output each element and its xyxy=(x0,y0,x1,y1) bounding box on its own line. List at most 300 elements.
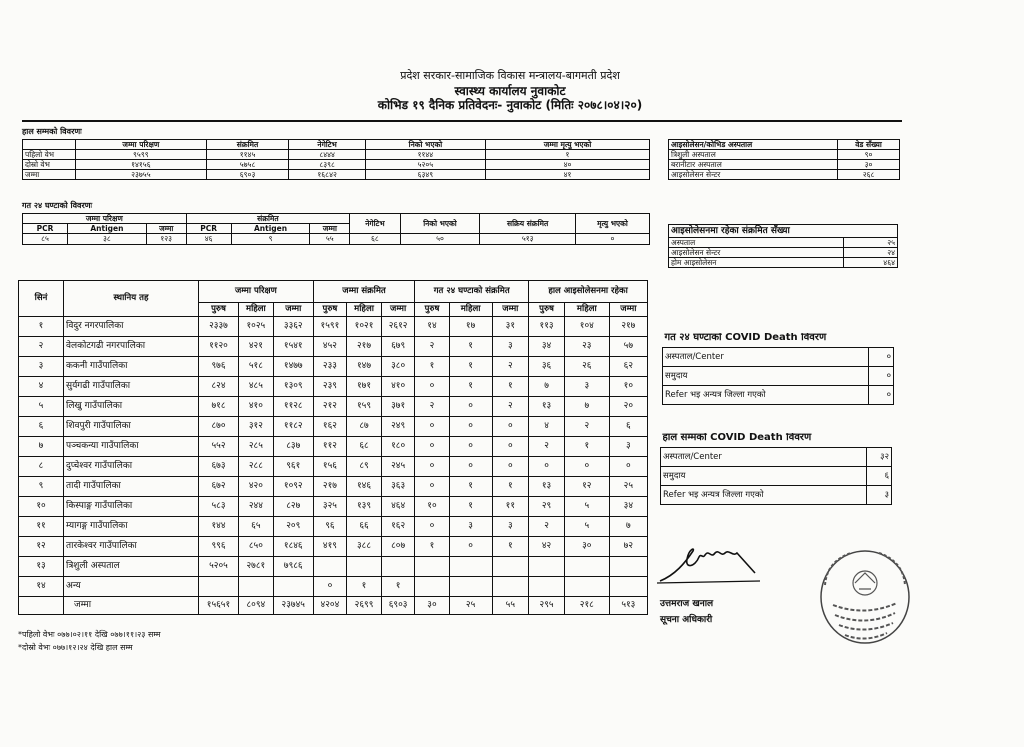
table-row xyxy=(663,367,894,386)
sub-total: जम्मा xyxy=(273,303,313,317)
cell: ७२ xyxy=(609,537,647,557)
cell xyxy=(19,597,64,615)
cell: २१२ xyxy=(313,397,346,417)
last24-header: Antigen xyxy=(68,224,147,234)
cumulative-header: नेगेटिभ xyxy=(289,140,365,150)
cell: ० xyxy=(415,417,449,437)
cell: ६३४९ xyxy=(365,170,485,180)
cell: ५१३ xyxy=(609,597,647,615)
cell: २३३७ xyxy=(199,317,239,337)
cell: १ xyxy=(485,150,649,160)
cell: ५७ xyxy=(609,337,647,357)
cell: ५५ xyxy=(492,597,529,615)
cell: ३१ xyxy=(492,317,529,337)
cell: १० xyxy=(609,377,647,397)
cell: ८७० xyxy=(199,417,239,437)
cell: २०९ xyxy=(273,517,313,537)
cell: ६८ xyxy=(350,234,400,245)
local-level-name: विदुर नगरपालिका xyxy=(64,317,199,337)
cell xyxy=(492,557,529,577)
cell: १४४ xyxy=(199,517,239,537)
header-ministry: प्रदेश सरकार-सामाजिक विकास मन्त्रालय-बागमती प्रदेश xyxy=(400,69,620,82)
cell: ९७६ xyxy=(199,357,239,377)
signer-block xyxy=(660,596,713,628)
cell: ० xyxy=(449,417,492,437)
cell: समुदाय xyxy=(661,467,867,486)
cell: २६९९ xyxy=(347,597,382,615)
cell: ६८ xyxy=(347,437,382,457)
table-row xyxy=(23,160,650,170)
table-row xyxy=(19,317,648,337)
cell: १५६ xyxy=(313,457,346,477)
death-total-title: हाल सम्मको COVID Death विवरण xyxy=(662,433,812,443)
table-row xyxy=(19,377,648,397)
table-row xyxy=(23,234,650,245)
cell: १ xyxy=(381,577,414,597)
cell: १५४१ xyxy=(273,337,313,357)
table-row xyxy=(669,150,900,160)
cell: ५५२ xyxy=(199,437,239,457)
cell: १४१५६ xyxy=(76,160,207,170)
table-row xyxy=(19,397,648,417)
cell: २१७ xyxy=(609,317,647,337)
cell: ० xyxy=(492,437,529,457)
cell: २६८ xyxy=(838,170,900,180)
cell xyxy=(273,577,313,597)
cell: ७१८ xyxy=(199,397,239,417)
cell: ५ xyxy=(564,497,609,517)
cell xyxy=(347,557,382,577)
last24-header: Antigen xyxy=(231,224,310,234)
local-level-name: सुर्यगढी गाउँपालिका xyxy=(64,377,199,397)
cell: १४७७ xyxy=(273,357,313,377)
signer-title: सूचना अधिकारी xyxy=(660,615,713,625)
cell: २ xyxy=(415,337,449,357)
cell: ९९६ xyxy=(199,537,239,557)
cell: ८०९४ xyxy=(238,597,273,615)
cell: ८३९८ xyxy=(289,160,365,170)
cell: १ xyxy=(347,577,382,597)
cell: ० xyxy=(449,537,492,557)
cell: ३४ xyxy=(609,497,647,517)
cell: ३ xyxy=(492,517,529,537)
cell: Refer भइ अन्यत्र जिल्ला गएको xyxy=(663,386,869,405)
cell: २४५ xyxy=(381,457,414,477)
table-row xyxy=(669,160,900,170)
cell: ५२०५ xyxy=(199,557,239,577)
cell: ४२० xyxy=(238,477,273,497)
local-level-name: पञ्चकन्या गाउँपालिका xyxy=(64,437,199,457)
cell: ४६४ xyxy=(381,497,414,517)
cell: ८५ xyxy=(23,234,68,245)
cell: २ xyxy=(529,437,565,457)
cell: ७ xyxy=(529,377,565,397)
cell: ३ xyxy=(492,337,529,357)
header-report-title: कोभिड १९ दैनिक प्रतिवेदनः- नुवाकोट (मितिः २०७८।०४।२०) xyxy=(377,98,643,112)
cell: ५१८ xyxy=(238,357,273,377)
cell: ३२ xyxy=(867,448,892,467)
table-row xyxy=(669,258,898,268)
cell: १८० xyxy=(381,437,414,457)
cell: ३० xyxy=(564,537,609,557)
cell: अस्पताल xyxy=(669,238,844,248)
cell: ७ xyxy=(609,517,647,537)
isolation-title: आइसोलेसनमा रहेका संक्रमित सँख्या xyxy=(669,225,898,238)
sub-female: महिला xyxy=(347,303,382,317)
table-row xyxy=(663,348,894,367)
cell: १ xyxy=(564,437,609,457)
cell: ५२०५ xyxy=(365,160,485,170)
cell: अस्पताल/Center xyxy=(661,448,867,467)
cell: ११४४ xyxy=(365,150,485,160)
cell: ११३ xyxy=(529,317,565,337)
table-row xyxy=(669,248,898,258)
cell: २६ xyxy=(564,357,609,377)
row-number: ५ xyxy=(19,397,64,417)
footnote-second-wave: *दोस्रो वेभः ०७७।१२।२४ देखि हाल सम्म xyxy=(18,643,133,652)
cell: ९६१ xyxy=(273,457,313,477)
cell: ६२ xyxy=(609,357,647,377)
cell: २३९ xyxy=(313,377,346,397)
cell: १७ xyxy=(449,317,492,337)
cell: ० xyxy=(609,457,647,477)
cell: ५ xyxy=(564,517,609,537)
cell: ४२ xyxy=(529,537,565,557)
table-row xyxy=(661,486,892,505)
cell: २९ xyxy=(529,497,565,517)
cell: १ xyxy=(449,337,492,357)
signature xyxy=(655,545,765,585)
cell: ९५९९ xyxy=(76,150,207,160)
col-local-level: स्थानिय तह xyxy=(64,281,199,317)
table-row xyxy=(19,417,648,437)
cell: दोस्रो वेभ xyxy=(23,160,76,170)
row-number: १० xyxy=(19,497,64,517)
table-row xyxy=(23,170,650,180)
cell: ० xyxy=(415,457,449,477)
cell: २९५ xyxy=(529,597,565,615)
office-seal-stamp xyxy=(815,545,915,665)
cell: ० xyxy=(492,457,529,477)
sub-total: जम्मा xyxy=(492,303,529,317)
cell xyxy=(564,557,609,577)
cell: १६८४२ xyxy=(289,170,365,180)
table-row xyxy=(661,467,892,486)
cell: ६७२ xyxy=(199,477,239,497)
cell: ० xyxy=(415,437,449,457)
cell: १ xyxy=(449,477,492,497)
sub-female: महिला xyxy=(238,303,273,317)
cell xyxy=(449,557,492,577)
cell: ३८० xyxy=(381,357,414,377)
footnotes xyxy=(18,628,161,654)
cell: २८५ xyxy=(238,437,273,457)
cell: २१७ xyxy=(347,337,382,357)
cell: १६२ xyxy=(313,417,346,437)
cell: ० xyxy=(313,577,346,597)
sub-male: पुरुष xyxy=(529,303,565,317)
sub-female: महिला xyxy=(564,303,609,317)
cell: अस्पताल/Center xyxy=(663,348,869,367)
cell: ६६ xyxy=(347,517,382,537)
row-number: ११ xyxy=(19,517,64,537)
cell: ० xyxy=(415,517,449,537)
cell: २३७५५ xyxy=(76,170,207,180)
last24-header: निको भएको xyxy=(400,214,480,234)
signer-name: उत्तमराज खनाल xyxy=(660,599,714,609)
cell: ८२४ xyxy=(199,377,239,397)
cell: ० xyxy=(449,457,492,477)
cell: २ xyxy=(529,517,565,537)
row-number: ६ xyxy=(19,417,64,437)
table-row xyxy=(19,357,648,377)
sub-male: पुरुष xyxy=(313,303,346,317)
cell: १ xyxy=(415,537,449,557)
cell: ८२७ xyxy=(273,497,313,517)
cell: ० xyxy=(576,234,650,245)
cell: होम आइसोलेसन xyxy=(669,258,844,268)
cell: समुदाय xyxy=(663,367,869,386)
cell: ६५ xyxy=(238,517,273,537)
cell: २० xyxy=(609,397,647,417)
cell: ४२०४ xyxy=(313,597,346,615)
cell: १४ xyxy=(415,317,449,337)
cell: ५० xyxy=(400,234,480,245)
cell: ४१० xyxy=(381,377,414,397)
row-number: २ xyxy=(19,337,64,357)
cell xyxy=(199,577,239,597)
table-row xyxy=(23,150,650,160)
cell xyxy=(381,557,414,577)
hospital-beds-table xyxy=(668,139,900,180)
cell: ० xyxy=(415,377,449,397)
local-level-name: अन्य xyxy=(64,577,199,597)
cell: ८३७ xyxy=(273,437,313,457)
cell: ९६ xyxy=(313,517,346,537)
cell xyxy=(529,577,565,597)
cell: ६ xyxy=(867,467,892,486)
cell: १७१ xyxy=(347,377,382,397)
cell: १५९ xyxy=(347,397,382,417)
cell: ० xyxy=(869,367,894,386)
cell: जम्मा xyxy=(23,170,76,180)
cell: ३६३ xyxy=(381,477,414,497)
table-row xyxy=(19,577,648,597)
cumulative-header: जम्मा मृत्यु भएको xyxy=(485,140,649,150)
cell xyxy=(609,577,647,597)
header-rule xyxy=(22,120,902,122)
row-number: १४ xyxy=(19,577,64,597)
last24-header: PCR xyxy=(186,224,231,234)
cumulative-header: संक्रमित xyxy=(206,140,289,150)
cell: ० xyxy=(869,386,894,405)
col-sn: सिनं xyxy=(19,281,64,317)
cumulative-label: हाल सम्मको विवरणः xyxy=(22,127,82,136)
cell xyxy=(492,577,529,597)
cell: ७ xyxy=(564,397,609,417)
cell: २१८ xyxy=(564,597,609,615)
cell: ९ xyxy=(231,234,310,245)
local-level-name: दुप्चेश्वर गाउँपालिका xyxy=(64,457,199,477)
cell: ११८२ xyxy=(273,417,313,437)
cell: ११२८ xyxy=(273,397,313,417)
cell: ११२० xyxy=(199,337,239,357)
row-number: ३ xyxy=(19,357,64,377)
cell: ४१० xyxy=(238,397,273,417)
cell: २३ xyxy=(564,337,609,357)
cell: ४० xyxy=(485,160,649,170)
cell: २५ xyxy=(609,477,647,497)
local-level-name: म्यागङ्ग गाउँपालिका xyxy=(64,517,199,537)
cell: ५५ xyxy=(310,234,350,245)
row-number: ४ xyxy=(19,377,64,397)
cell: १३९ xyxy=(347,497,382,517)
cell xyxy=(609,557,647,577)
cell: ८९ xyxy=(347,457,382,477)
row-number: १२ xyxy=(19,537,64,557)
table-row xyxy=(19,537,648,557)
local-level-name: शिवपुरी गाउँपालिका xyxy=(64,417,199,437)
cell: १२ xyxy=(564,477,609,497)
table-row xyxy=(19,437,648,457)
cell: १०२१ xyxy=(347,317,382,337)
cell: ५७५८ xyxy=(206,160,289,170)
cell: ५८३ xyxy=(199,497,239,517)
cell: २ xyxy=(492,357,529,377)
cell: ३२५ xyxy=(313,497,346,517)
cell: १ xyxy=(449,497,492,517)
cell: ३६ xyxy=(529,357,565,377)
cell: ८५० xyxy=(238,537,273,557)
cell: आइसोलेसन सेन्टर xyxy=(669,170,838,180)
last24-header: नेगेटिभ xyxy=(350,214,400,234)
group-infected: जम्मा संक्रमित xyxy=(313,281,415,303)
cell: १ xyxy=(449,377,492,397)
cell xyxy=(529,557,565,577)
cell: ० xyxy=(529,457,565,477)
cell: ८७ xyxy=(347,417,382,437)
cell: २५ xyxy=(844,238,898,248)
isolation-table xyxy=(668,224,898,268)
group-last24: गत २४ घण्टाको संक्रमित xyxy=(415,281,529,303)
cell: १ xyxy=(492,477,529,497)
cell: १५९१ xyxy=(313,317,346,337)
hospital-header: वेड सँख्या xyxy=(838,140,900,150)
table-row xyxy=(663,386,894,405)
hospital-header: आइसोलेसन/कोभिड अस्पताल xyxy=(669,140,838,150)
cell: आइसोलेसन सेन्टर xyxy=(669,248,844,258)
table-row xyxy=(19,557,648,577)
sub-male: पुरुष xyxy=(415,303,449,317)
cell: २ xyxy=(564,417,609,437)
cumulative-header xyxy=(23,140,76,150)
table-row xyxy=(661,448,892,467)
sub-total: जम्मा xyxy=(609,303,647,317)
cell: १४६ xyxy=(347,477,382,497)
cell: ३० xyxy=(415,597,449,615)
cell: ३ xyxy=(867,486,892,505)
table-row xyxy=(19,497,648,517)
cell: ३१२ xyxy=(238,417,273,437)
cell: १२३ xyxy=(146,234,186,245)
cell: १०९२ xyxy=(273,477,313,497)
cell: २१७ xyxy=(313,477,346,497)
cumulative-table xyxy=(22,139,650,180)
cell: ६९०३ xyxy=(206,170,289,180)
cell: ० xyxy=(564,457,609,477)
cell: ४२१ xyxy=(238,337,273,357)
cell: ३३६२ xyxy=(273,317,313,337)
table-row xyxy=(669,238,898,248)
last24-group-infected: संक्रमित xyxy=(186,214,350,224)
cell: ४१९ xyxy=(313,537,346,557)
local-level-name: लिखु गाउँपालिका xyxy=(64,397,199,417)
cell: पहिलो वेभ xyxy=(23,150,76,160)
cell xyxy=(449,577,492,597)
footnote-first-wave: *पहिलो वेभः ०७७।०२।११ देखि ०७७।११।२३ सम्म xyxy=(18,630,161,639)
total-label: जम्मा xyxy=(64,597,199,615)
last24-header: जम्मा xyxy=(146,224,186,234)
cell: ३७१ xyxy=(381,397,414,417)
municipal-table xyxy=(18,280,648,615)
group-isolation: हाल आइसोलेसनमा रहेका xyxy=(529,281,648,303)
cell xyxy=(238,577,273,597)
cell: ३० xyxy=(838,160,900,170)
cell: ११४५ xyxy=(206,150,289,160)
cell: ६७९ xyxy=(381,337,414,357)
cell: २४ xyxy=(844,248,898,258)
sub-male: पुरुष xyxy=(199,303,239,317)
cell: ० xyxy=(492,417,529,437)
cell: ३८८ xyxy=(347,537,382,557)
cell: ३ xyxy=(609,437,647,457)
row-number: ८ xyxy=(19,457,64,477)
cell: १०४ xyxy=(564,317,609,337)
cell: २६१२ xyxy=(381,317,414,337)
cell: ७९८६ xyxy=(273,557,313,577)
header-office: स्वास्थ्य कार्यालय नुवाकोट xyxy=(454,84,566,98)
local-level-name: तादी गाउँपालिका xyxy=(64,477,199,497)
cell: बरानीटार अस्पताल xyxy=(669,160,838,170)
cumulative-header: जम्मा परिक्षण xyxy=(76,140,207,150)
table-row xyxy=(19,477,648,497)
cell: १५६५१ xyxy=(199,597,239,615)
cell: २३७४५ xyxy=(273,597,313,615)
cell: ५१३ xyxy=(480,234,576,245)
cell: ३८ xyxy=(68,234,147,245)
last24-header: जम्मा xyxy=(310,224,350,234)
row-number: १ xyxy=(19,317,64,337)
cell: १ xyxy=(492,377,529,397)
cell: ० xyxy=(449,437,492,457)
cell: ४६ xyxy=(186,234,231,245)
cell: १३ xyxy=(529,397,565,417)
cell: १ xyxy=(415,357,449,377)
last24-header: PCR xyxy=(23,224,68,234)
cell: ४८५ xyxy=(238,377,273,397)
last24-header: मृत्यु भएको xyxy=(576,214,650,234)
cell: ४५२ xyxy=(313,337,346,357)
cell: २ xyxy=(415,397,449,417)
cell: १३ xyxy=(529,477,565,497)
last24-table xyxy=(22,213,650,245)
last24-label: गत २४ घण्टाको विवरणः xyxy=(22,201,93,210)
cell: १० xyxy=(415,497,449,517)
cell: ६९०३ xyxy=(381,597,414,615)
row-number: १३ xyxy=(19,557,64,577)
row-number: ७ xyxy=(19,437,64,457)
cumulative-header: निको भएको xyxy=(365,140,485,150)
